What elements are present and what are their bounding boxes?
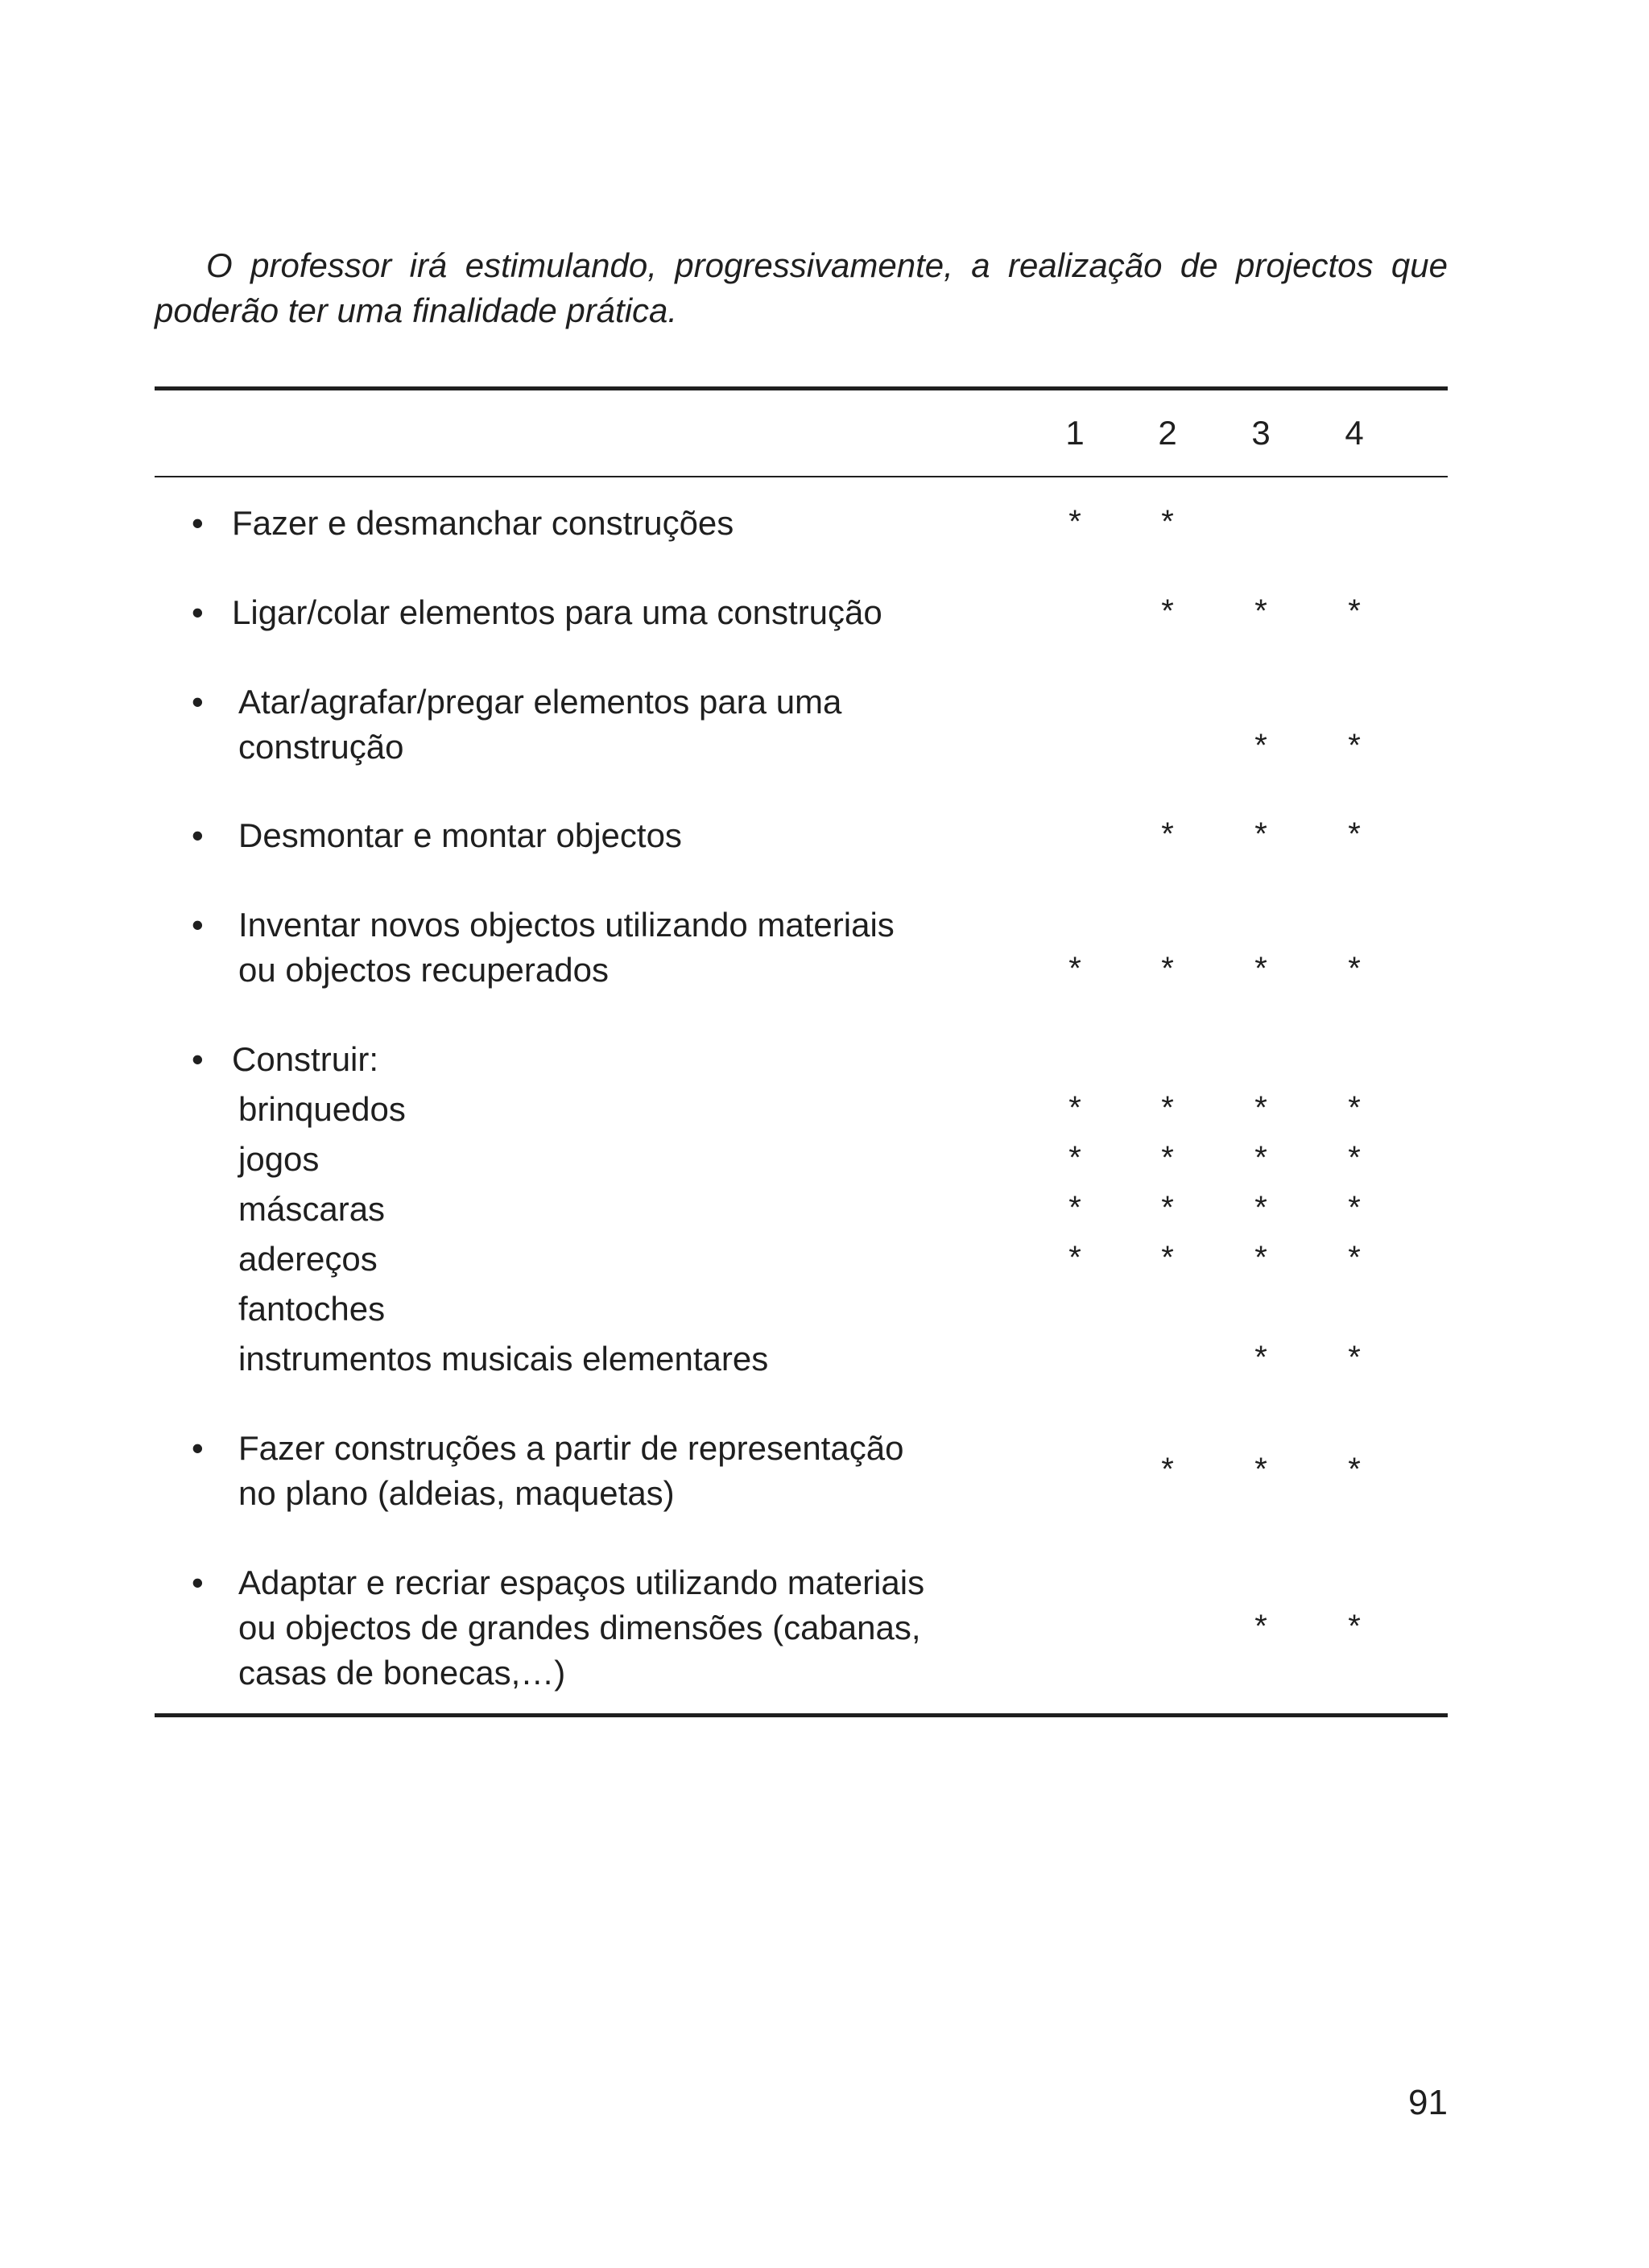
row-label: Fazer e desmanchar construções — [232, 504, 734, 542]
mark-col-3: * — [1254, 1140, 1267, 1175]
mark-col-1: * — [1068, 951, 1081, 986]
row-label: fantoches — [238, 1290, 386, 1328]
mark-col-3: * — [1254, 816, 1267, 852]
mark-col-3: * — [1254, 728, 1267, 763]
mark-col-3: * — [1254, 593, 1267, 629]
mark-col-2: * — [1161, 1090, 1174, 1126]
bullet-icon: • — [192, 683, 204, 721]
row-label: máscaras — [238, 1190, 386, 1228]
bullet-icon: • — [192, 1040, 204, 1078]
table-top-rule — [155, 386, 1448, 390]
mark-col-3: * — [1254, 1452, 1267, 1487]
mark-col-3: * — [1254, 951, 1267, 986]
mark-col-2: * — [1161, 504, 1174, 539]
column-header-2: 2 — [1158, 414, 1177, 452]
row-label: brinquedos — [238, 1090, 406, 1128]
bullet-icon: • — [192, 504, 204, 542]
row-label: Desmontar e montar objectos — [238, 816, 682, 854]
mark-col-4: * — [1348, 1090, 1361, 1126]
mark-col-2: * — [1161, 1140, 1174, 1175]
column-header-3: 3 — [1251, 414, 1271, 452]
mark-col-4: * — [1348, 1240, 1361, 1275]
mark-col-4: * — [1348, 1452, 1361, 1487]
bullet-icon: • — [192, 593, 204, 631]
row-label: Fazer construções a partir de representação no plano (aldeias, maquetas) — [238, 1429, 904, 1512]
bullet-icon: • — [192, 816, 204, 854]
mark-col-1: * — [1068, 1090, 1081, 1126]
table-bottom-rule — [155, 1713, 1448, 1717]
mark-col-1: * — [1068, 504, 1081, 539]
mark-col-4: * — [1348, 951, 1361, 986]
mark-col-3: * — [1254, 1090, 1267, 1126]
bullet-icon: • — [192, 1429, 204, 1467]
mark-col-1: * — [1068, 1190, 1081, 1225]
row-label: adereços — [238, 1240, 378, 1278]
row-label: instrumentos musicais elementares — [238, 1340, 769, 1378]
mark-col-4: * — [1348, 593, 1361, 629]
mark-col-1: * — [1068, 1140, 1081, 1175]
mark-col-4: * — [1348, 1340, 1361, 1375]
mark-col-2: * — [1161, 816, 1174, 852]
mark-col-4: * — [1348, 1190, 1361, 1225]
mark-col-4: * — [1348, 1140, 1361, 1175]
mark-col-4: * — [1348, 728, 1361, 763]
row-label: jogos — [238, 1140, 320, 1178]
mark-col-3: * — [1254, 1240, 1267, 1275]
intro-paragraph: O professor irá estimulando, progressivamente, a realização de projectos que poderão ter uma finalidade prática. — [155, 246, 1448, 329]
table-header-rule — [155, 476, 1448, 477]
mark-col-2: * — [1161, 593, 1174, 629]
mark-col-3: * — [1254, 1190, 1267, 1225]
mark-col-2: * — [1161, 951, 1174, 986]
mark-col-1: * — [1068, 1240, 1081, 1275]
row-label: Adaptar e recriar espaços utilizando materiais ou objectos de grandes dimensões (cabanas, casas de bonecas,…) — [238, 1564, 925, 1692]
mark-col-3: * — [1254, 1340, 1267, 1375]
mark-col-2: * — [1161, 1452, 1174, 1487]
row-label: Ligar/colar elementos para uma construção — [232, 593, 882, 631]
page-number: 91 — [1408, 2083, 1448, 2122]
bullet-icon: • — [192, 1564, 204, 1601]
mark-col-4: * — [1348, 816, 1361, 852]
mark-col-2: * — [1161, 1190, 1174, 1225]
bullet-icon: • — [192, 906, 204, 944]
row-label: Atar/agrafar/pregar elementos para uma construção — [238, 683, 842, 766]
mark-col-2: * — [1161, 1240, 1174, 1275]
column-header-4: 4 — [1345, 414, 1364, 452]
mark-col-3: * — [1254, 1609, 1267, 1644]
row-label: Inventar novos objectos utilizando materiais ou objectos recuperados — [238, 906, 895, 989]
mark-col-4: * — [1348, 1609, 1361, 1644]
column-header-1: 1 — [1065, 414, 1085, 452]
row-label: Construir: — [232, 1040, 379, 1078]
